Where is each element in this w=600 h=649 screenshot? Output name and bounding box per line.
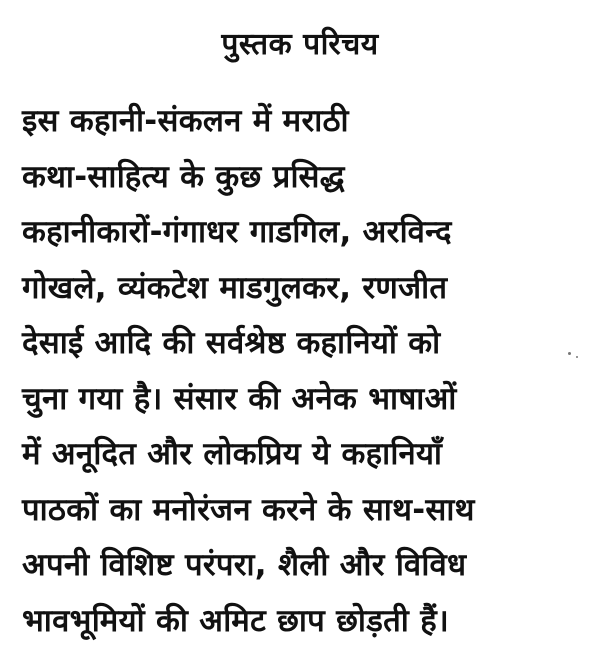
paragraph-line: कथा-साहित्य के कुछ प्रसिद्ध <box>22 150 582 206</box>
paragraph-line: में अनूदित और लोकप्रिय ये कहानियाँ <box>22 427 582 483</box>
paragraph-line: देसाई आदि की सर्वश्रेष्ठ कहानियों को <box>22 316 582 372</box>
scan-speck <box>568 352 571 355</box>
page-title: पुस्तक परिचय <box>0 22 600 63</box>
paragraph-line: इस कहानी-संकलन में मराठी <box>22 94 582 150</box>
paragraph-line: गोखले, व्यंकटेश माडगुलकर, रणजीत <box>22 261 582 317</box>
paragraph-line: कहानीकारों-गंगाधर गाडगिल, अरविन्द <box>22 205 582 261</box>
intro-paragraph <box>22 94 582 649</box>
paragraph-line: पाठकों का मनोरंजन करने के साथ-साथ <box>22 483 582 539</box>
paragraph-line: अपनी विशिष्ट परंपरा, शैली और विविध <box>22 538 582 594</box>
paragraph-line: भावभूमियों की अमिट छाप छोड़ती हैं। <box>22 594 582 649</box>
scan-speck <box>576 356 578 358</box>
paragraph-line: चुना गया है। संसार की अनेक भाषाओं <box>22 372 582 428</box>
